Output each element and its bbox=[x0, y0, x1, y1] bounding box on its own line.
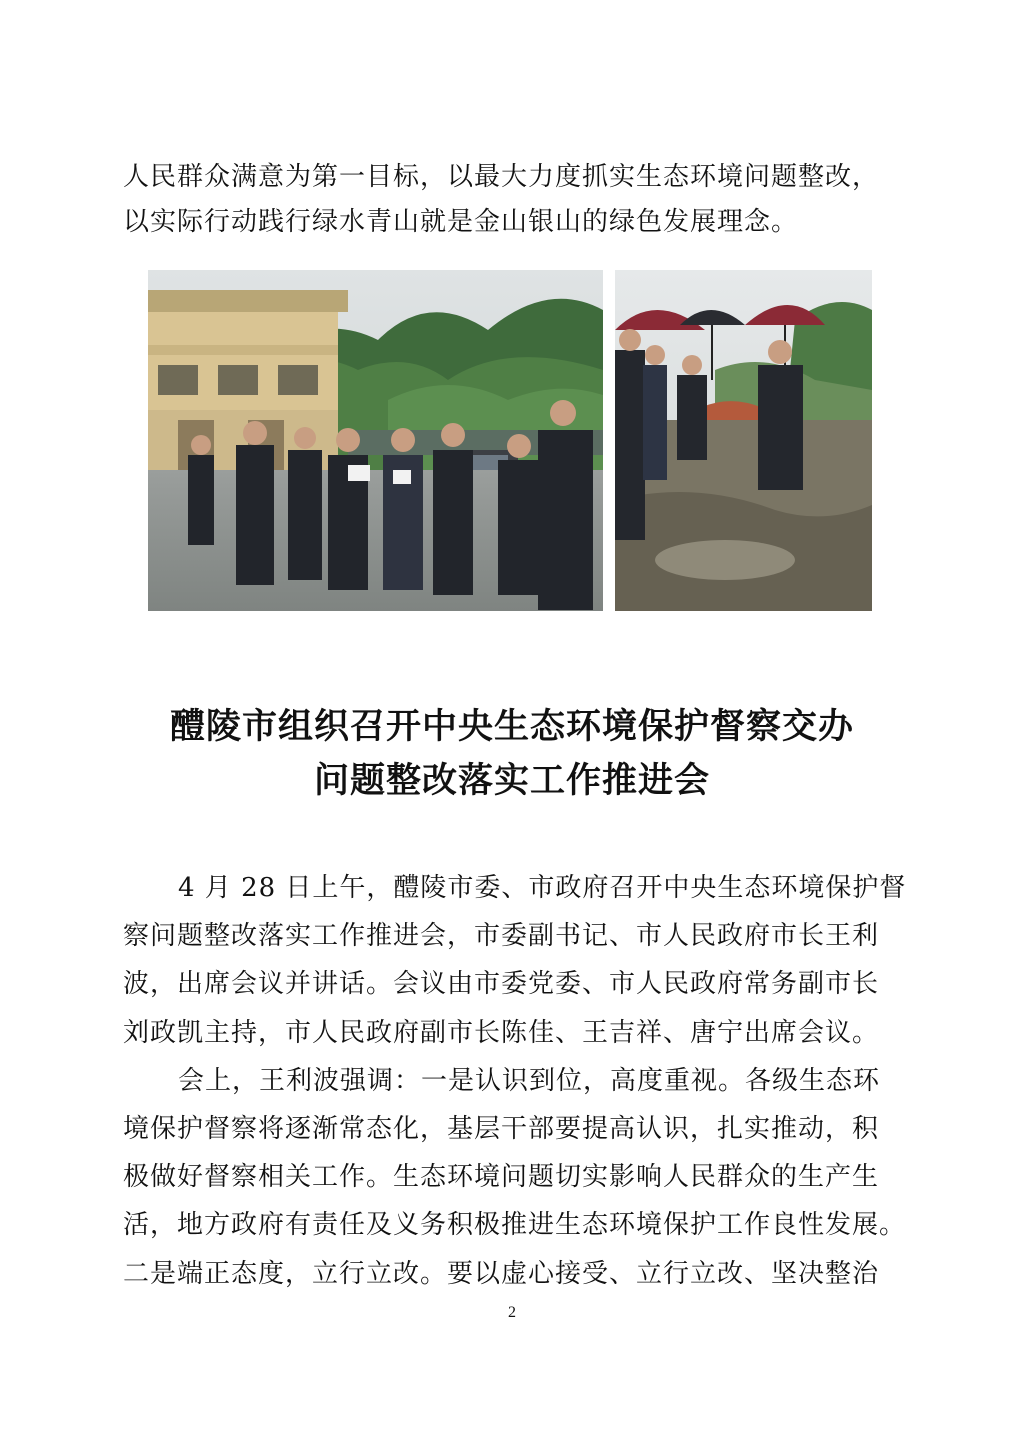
umbrella-inspection-image bbox=[615, 270, 872, 611]
title-line: 问题整改落实工作推进会 bbox=[313, 761, 710, 801]
body-line: 境保护督察将逐渐常态化，基层干部要提高认识，扎实推动，积 bbox=[123, 1113, 880, 1144]
group-inspection-image bbox=[148, 270, 603, 611]
body-line: 会上，王利波强调：一是认识到位，高度重视。各级生态环 bbox=[178, 1065, 881, 1096]
body-line: 极做好督察相关工作。生态环境问题切实影响人民群众的生产生 bbox=[123, 1162, 880, 1193]
body-line: 二是端正态度，立行立改。要以虚心接受、立行立改、坚决整治 bbox=[123, 1258, 880, 1289]
article-body bbox=[123, 864, 907, 1298]
intro-paragraph bbox=[123, 155, 903, 245]
body-line: 刘政凯主持，市人民政府副市长陈佳、王吉祥、唐宁出席会议。 bbox=[123, 1017, 880, 1048]
body-line: 4 月 28 日上午，醴陵市委、市政府召开中央生态环境保护督 bbox=[178, 873, 907, 903]
title-line: 醴陵市组织召开中央生态环境保护督察交办 bbox=[169, 707, 854, 747]
inspection-photo-left bbox=[148, 270, 603, 611]
body-line: 活，地方政府有责任及义务积极推进生态环境保护工作良性发展。 bbox=[123, 1210, 907, 1241]
inspection-photo-right bbox=[615, 270, 872, 611]
article-title bbox=[100, 700, 924, 808]
page-number: 2 bbox=[508, 1304, 516, 1321]
intro-line: 以实际行动践行绿水青山就是金山银山的绿色发展理念。 bbox=[123, 207, 799, 237]
intro-line: 人民群众满意为第一目标，以最大力度抓实生态环境问题整改， bbox=[123, 162, 880, 192]
body-line: 波，出席会议并讲话。会议由市委党委、市人民政府常务副市长 bbox=[123, 969, 880, 1000]
body-line: 察问题整改落实工作推进会，市委副书记、市人民政府市长王利 bbox=[123, 921, 880, 952]
